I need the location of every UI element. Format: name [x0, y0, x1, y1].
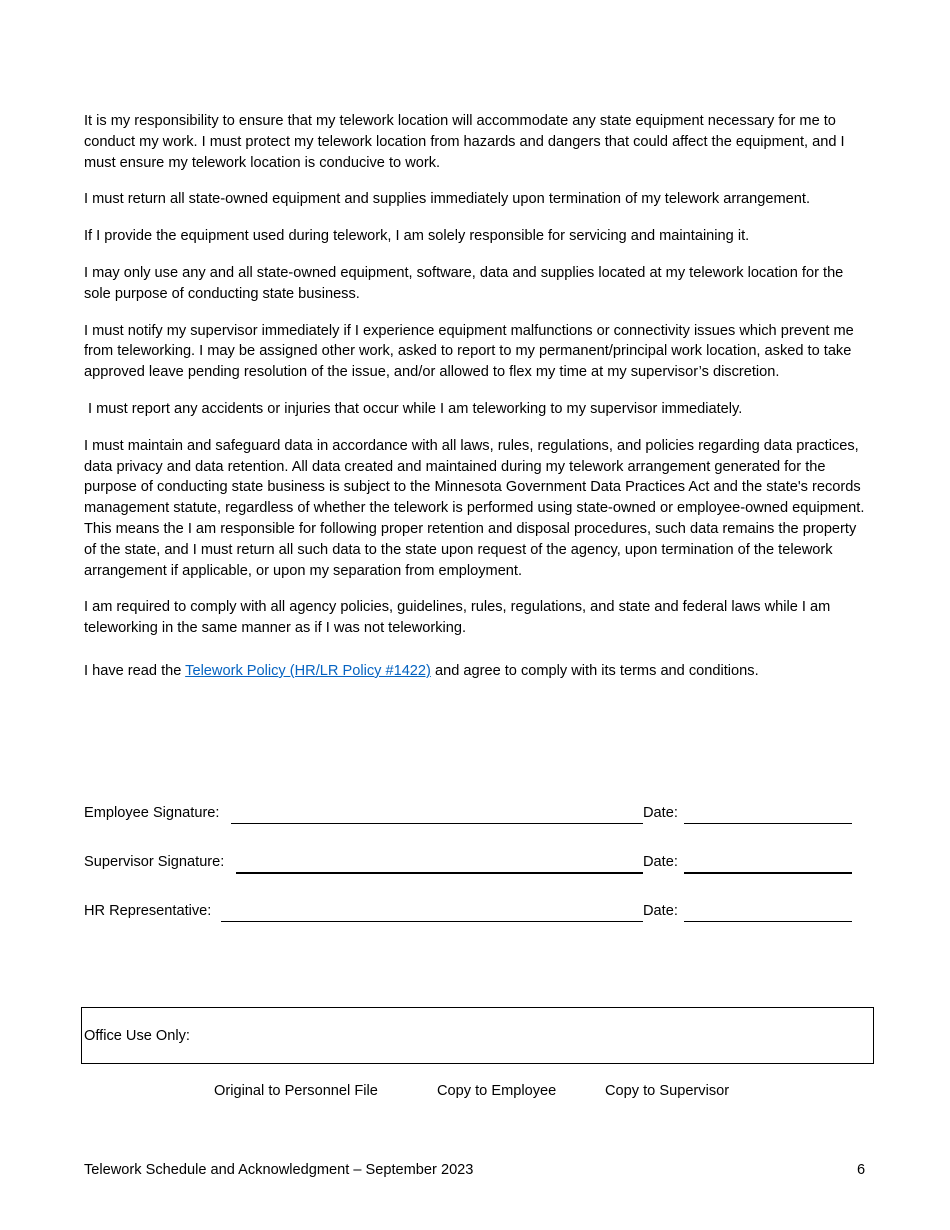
employee-date-line[interactable] [684, 823, 852, 824]
document-body [84, 111, 869, 698]
paragraph-own-equipment: If I provide the equipment used during telework, I am solely responsible for servicing and maintaining it. [84, 228, 750, 245]
agreement-statement [84, 661, 869, 682]
copy-original-personnel: Original to Personnel File [214, 1083, 378, 1099]
employee-date-label: Date: [643, 805, 678, 821]
paragraph-comply-policies: I am required to comply with all agency policies, guidelines, rules, regulations, and state and federal laws while I am teleworking in the same manner as if I was not teleworking. [84, 599, 831, 637]
hr-date-label: Date: [643, 903, 678, 919]
employee-signature-line[interactable] [231, 823, 643, 824]
copy-supervisor: Copy to Supervisor [605, 1083, 730, 1099]
footer-title: Telework Schedule and Acknowledgment – September 2023 [84, 1162, 474, 1178]
page-number: 6 [857, 1162, 866, 1178]
hr-signature-label: HR Representative: [84, 903, 212, 919]
telework-policy-link[interactable]: Telework Policy (HR/LR Policy #1422) [185, 662, 431, 679]
employee-signature-label: Employee Signature: [84, 805, 220, 821]
office-use-label: Office Use Only: [84, 1028, 190, 1044]
paragraph-equipment-location: It is my responsibility to ensure that my telework location will accommodate any state equipment necessary for me to conduct my work. I must protect my telework location from hazards and dangers that could affect the equipment, and I must ensure my telework location is conducive to work. [84, 113, 845, 171]
supervisor-signature-row [84, 854, 864, 876]
agreement-prefix: I have read the [84, 662, 186, 679]
employee-signature-row [84, 805, 864, 827]
copy-employee: Copy to Employee [437, 1083, 557, 1099]
paragraph-data-safeguard: I must maintain and safeguard data in accordance with all laws, rules, regulations, and policies regarding data practices, data privacy and data retention. All data created and maintained during my telework arrangement generated for the purpose of conducting state business is subject to the Minnesota Government Data Practices Act and the state's records management statute, regardless of whether the telework is performed using state-owned or employee-owned equipment. This means the I am responsible for following proper retention and disposal procedures, such data remains the property of the state, and I must return all such data to the state upon request of the agency, upon termination of the telework arrangement if applicable, or upon my separation from employment. [84, 437, 865, 579]
hr-signature-line[interactable] [221, 921, 643, 922]
supervisor-date-label: Date: [643, 854, 678, 870]
paragraph-state-business-use: I may only use any and all state-owned equipment, software, data and supplies located at my telework location for the sole purpose of conducting state business. [84, 264, 844, 302]
paragraph-return-equipment: I must return all state-owned equipment and supplies immediately upon termination of my telework arrangement. [84, 191, 810, 208]
supervisor-signature-line[interactable] [236, 872, 643, 874]
office-use-box [81, 1007, 874, 1064]
paragraph-notify-supervisor: I must notify my supervisor immediately if I experience equipment malfunctions or connectivity issues which prevent me from teleworking. I may be assigned other work, asked to report to my permanent/principal work location, asked to take approved leave pending resolution of the issue, and/or allowed to flex my time at my supervisor’s discretion. [84, 322, 854, 381]
hr-signature-row [84, 903, 864, 925]
paragraph-report-accidents: I must report any accidents or injuries that occur while I am teleworking to my supervisor immediately. [88, 400, 743, 417]
agreement-suffix: and agree to comply with its terms and conditions. [430, 662, 759, 679]
supervisor-signature-label: Supervisor Signature: [84, 854, 225, 870]
supervisor-date-line[interactable] [684, 872, 852, 874]
hr-date-line[interactable] [684, 921, 852, 922]
